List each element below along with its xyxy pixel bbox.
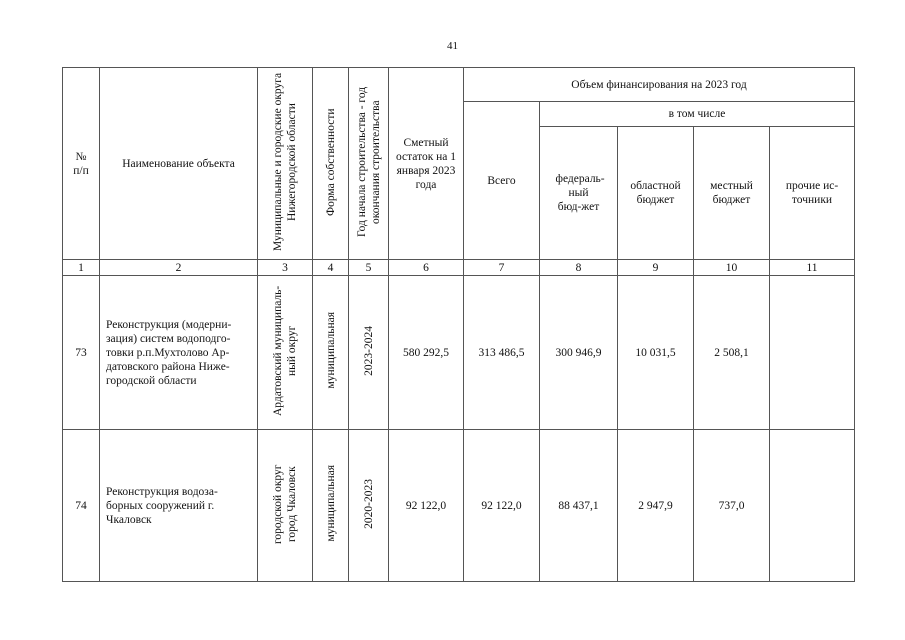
financing-table xyxy=(62,67,855,582)
row-num: 73 xyxy=(63,276,100,430)
row-balance: 92 122,0 xyxy=(389,430,464,582)
column-number: 11 xyxy=(770,260,855,276)
row-years: 2023-2024 xyxy=(349,276,389,430)
header-federal: федераль-ный бюд-жет xyxy=(540,127,618,260)
header-total: Всего xyxy=(464,102,540,260)
row-federal: 88 437,1 xyxy=(540,430,618,582)
row-ownership: муниципальная xyxy=(313,430,349,582)
row-ownership: муниципальная xyxy=(313,276,349,430)
row-other xyxy=(770,430,855,582)
header-balance: Сметный остаток на 1 января 2023 года xyxy=(389,68,464,260)
column-number: 10 xyxy=(694,260,770,276)
column-number: 7 xyxy=(464,260,540,276)
row-other xyxy=(770,276,855,430)
header-num: № п/п xyxy=(63,68,100,260)
header-other: прочие ис-точники xyxy=(770,127,855,260)
header-municipality: Муниципальные и городские округа Нижегородской области xyxy=(258,68,313,260)
header-years: Год начала строительства - год окончания строительства xyxy=(349,68,389,260)
header-regional: областной бюджет xyxy=(618,127,694,260)
column-number: 9 xyxy=(618,260,694,276)
row-total: 92 122,0 xyxy=(464,430,540,582)
column-number: 4 xyxy=(313,260,349,276)
row-balance: 580 292,5 xyxy=(389,276,464,430)
header-ownership: Форма собственности xyxy=(313,68,349,260)
column-numbers-row xyxy=(63,260,855,276)
row-regional: 2 947,9 xyxy=(618,430,694,582)
page-number: 41 xyxy=(447,40,458,52)
header-including: в том числе xyxy=(540,102,855,127)
column-number: 6 xyxy=(389,260,464,276)
row-municipality: городской округ город Чкаловск xyxy=(258,430,313,582)
header-local: местный бюджет xyxy=(694,127,770,260)
row-local: 737,0 xyxy=(694,430,770,582)
row-total: 313 486,5 xyxy=(464,276,540,430)
column-number: 1 xyxy=(63,260,100,276)
row-federal: 300 946,9 xyxy=(540,276,618,430)
row-years: 2020-2023 xyxy=(349,430,389,582)
row-name: Реконструкция (модерни-зация) систем водоподго-товки р.п.Мухтолово Ар-датовского района Ниже-городской области xyxy=(100,276,258,430)
row-name: Реконструкция водоза-борных сооружений г. Чкаловск xyxy=(100,430,258,582)
header-financing: Объем финансирования на 2023 год xyxy=(464,68,855,102)
row-regional: 10 031,5 xyxy=(618,276,694,430)
row-municipality: Ардатовский муниципаль-ный округ xyxy=(258,276,313,430)
column-number: 3 xyxy=(258,260,313,276)
column-number: 8 xyxy=(540,260,618,276)
header-name: Наименование объекта xyxy=(100,68,258,260)
column-number: 5 xyxy=(349,260,389,276)
column-number: 2 xyxy=(100,260,258,276)
table-row xyxy=(63,276,855,430)
table-row xyxy=(63,430,855,582)
row-num: 74 xyxy=(63,430,100,582)
row-local: 2 508,1 xyxy=(694,276,770,430)
